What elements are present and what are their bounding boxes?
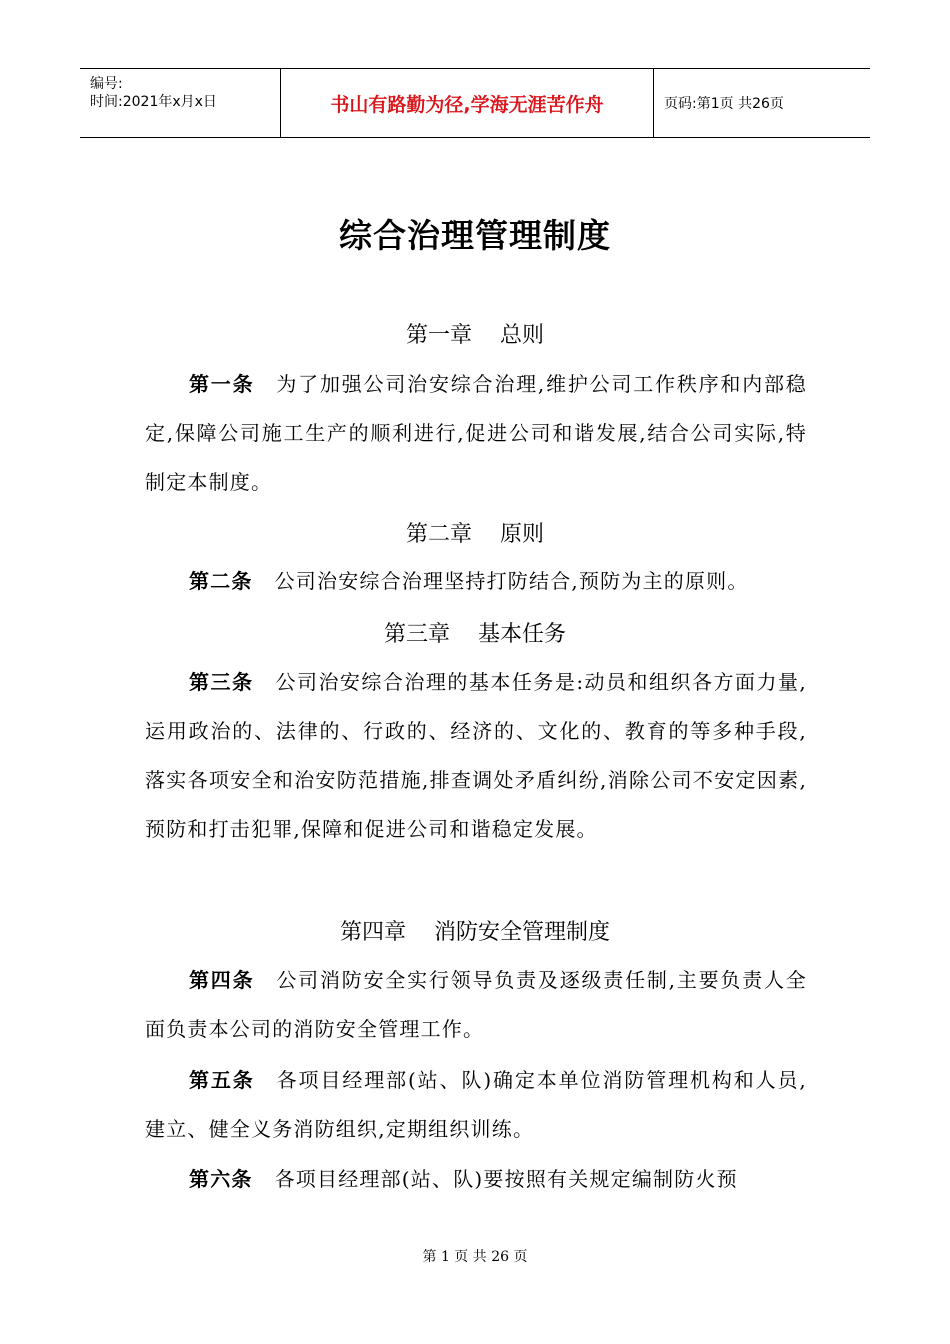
chapter-number: 第三章 — [383, 622, 450, 647]
time-label: 时间:2021年x月x日 — [90, 94, 217, 110]
article-label: 第二条 — [189, 569, 253, 593]
chapter-name: 消防安全管理制度 — [434, 920, 611, 945]
article-paragraph — [145, 658, 807, 854]
document-header — [80, 68, 870, 138]
article-text: 各项目经理部(站、队)确定本单位消防管理机构和人员,建立、健全义务消防组织,定期组织训练。 — [145, 1068, 807, 1141]
chapter-heading — [0, 617, 950, 648]
article-paragraph — [145, 956, 807, 1054]
chapter-name: 基本任务 — [478, 622, 567, 647]
chapter-name: 总则 — [500, 323, 545, 348]
chapter-number: 第一章 — [405, 323, 472, 348]
chapter-name: 原则 — [500, 522, 545, 547]
document-title: 综合治理管理制度 — [339, 216, 611, 255]
page-footer: 第 1 页 共 26 页 — [422, 1249, 528, 1265]
article-text: 公司治安综合治理坚持打防结合,预防为主的原则。 — [274, 569, 749, 593]
article-paragraph — [145, 557, 807, 606]
article-text: 各项目经理部(站、队)要按照有关规定编制防火预 — [274, 1167, 738, 1191]
article-text: 公司消防安全实行领导负责及逐级责任制,主要负责人全面负责本公司的消防安全管理工作。 — [145, 968, 807, 1041]
header-meta — [80, 69, 280, 137]
header-page-info: 页码:第1页 共26页 — [664, 96, 784, 112]
chapter-heading — [0, 915, 950, 946]
article-paragraph — [145, 360, 807, 507]
chapter-number: 第二章 — [405, 522, 472, 547]
article-label: 第三条 — [189, 670, 254, 694]
chapter-number: 第四章 — [339, 920, 406, 945]
article-paragraph — [145, 1056, 807, 1154]
chapter-heading — [0, 517, 950, 548]
article-label: 第六条 — [189, 1167, 253, 1191]
number-label: 编号: — [90, 76, 123, 92]
article-label: 第一条 — [189, 372, 255, 396]
article-paragraph — [145, 1155, 807, 1204]
chapter-heading — [0, 318, 950, 349]
article-label: 第四条 — [189, 968, 255, 992]
article-text: 公司治安综合治理的基本任务是:动员和组织各方面力量,运用政治的、法律的、行政的、经济的、文化的、教育的等多种手段,落实各项安全和治安防范措施,排查调处矛盾纠纷,消除公司不安定因素,预防和打击犯罪,保障和促进公司和谐稳定发展。 — [145, 670, 807, 841]
header-motto: 书山有路勤为径,学海无涯苦作舟 — [330, 93, 604, 116]
article-text: 为了加强公司治安综合治理,维护公司工作秩序和内部稳定,保障公司施工生产的顺利进行,促进公司和谐发展,结合公司实际,特制定本制度。 — [145, 372, 807, 494]
article-label: 第五条 — [189, 1068, 255, 1092]
